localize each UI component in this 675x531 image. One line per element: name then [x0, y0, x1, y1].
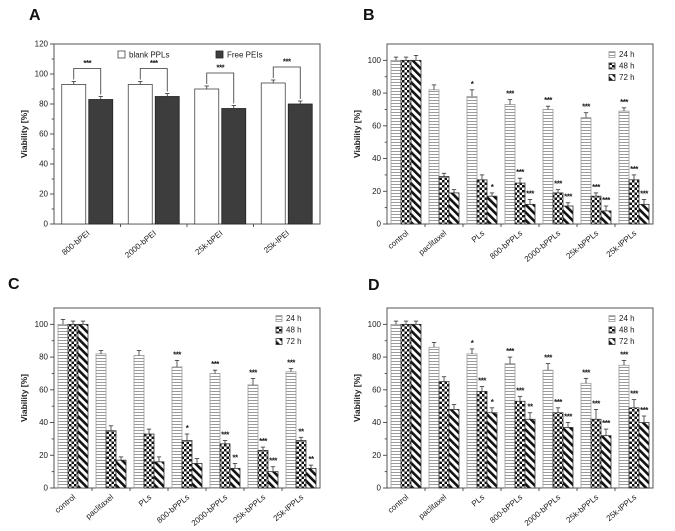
y-tick-label: 60: [372, 121, 381, 131]
panel-d-chart: [347, 284, 675, 529]
panel-d: [347, 268, 675, 531]
y-tick-label: 0: [43, 219, 48, 229]
y-tick-label: 20: [39, 450, 48, 460]
x-tick-label: 25k-lPPLs: [271, 492, 306, 523]
significance-marker: ***: [516, 168, 524, 178]
y-tick-label: 80: [372, 88, 381, 98]
y-tick-label: 100: [34, 319, 48, 329]
significance-marker: ***: [592, 182, 600, 192]
x-tick-label: PLs: [136, 492, 154, 509]
panel-b-chart: [347, 20, 675, 265]
significance-marker: ***: [544, 353, 552, 363]
legend-swatch: [609, 52, 615, 58]
y-tick-label: 40: [372, 154, 381, 164]
significance-marker: **: [298, 427, 304, 437]
bar: [553, 193, 563, 224]
legend-label: 48 h: [619, 325, 635, 335]
bar: [62, 85, 86, 225]
legend-swatch: [118, 51, 125, 58]
significance-marker: ***: [287, 358, 295, 368]
panel-c: [8, 268, 346, 531]
bar: [487, 196, 497, 224]
legend-label: blank PPLs: [129, 50, 170, 60]
bar: [563, 206, 573, 224]
chart-D: [352, 308, 653, 528]
x-tick-label: 25k-bPPLs: [564, 492, 601, 525]
bar: [210, 373, 220, 488]
x-tick-label: 25k-lPEI: [262, 228, 292, 255]
bar: [515, 401, 525, 488]
y-tick-label: 60: [39, 385, 48, 395]
x-tick-label: 25k-bPPLs: [231, 492, 268, 525]
significance-marker: ***: [554, 179, 562, 189]
y-tick-label: 40: [39, 418, 48, 428]
significance-marker: ***: [149, 59, 158, 68]
y-axis-label: Viability [%]: [19, 109, 29, 159]
bar: [525, 204, 535, 224]
bar: [553, 413, 563, 488]
bar: [639, 204, 649, 224]
significance-marker: ***: [544, 96, 552, 106]
x-tick-label: PLs: [469, 228, 487, 245]
bar: [563, 427, 573, 488]
bar: [401, 60, 411, 224]
bar: [128, 85, 152, 225]
x-tick-label: control: [386, 492, 411, 515]
legend-swatch: [216, 51, 223, 58]
significance-marker: ***: [602, 419, 610, 429]
bar: [391, 60, 401, 224]
significance-marker: *: [470, 338, 474, 348]
bar: [261, 83, 285, 224]
bar: [477, 180, 487, 224]
y-axis-label: Viability [%]: [352, 373, 362, 423]
bar: [134, 355, 144, 488]
x-tick-label: 25k-bPPLs: [564, 228, 601, 261]
bar: [268, 472, 278, 488]
significance-marker: ***: [640, 406, 648, 415]
x-tick-label: 800-bPPLs: [488, 228, 525, 261]
bar: [89, 100, 113, 225]
significance-marker: ***: [516, 386, 524, 396]
bar: [182, 441, 192, 488]
bar: [629, 180, 639, 224]
y-tick-label: 0: [43, 483, 48, 493]
bar: [525, 419, 535, 488]
legend-swatch: [609, 75, 615, 81]
bar: [429, 347, 439, 488]
bar: [581, 383, 591, 488]
x-tick-label: 25k-bPEI: [193, 228, 225, 257]
legend-label: 48 h: [286, 325, 302, 335]
significance-marker: **: [308, 455, 314, 465]
y-tick-label: 0: [376, 483, 381, 493]
y-tick-label: 80: [372, 352, 381, 362]
bar: [591, 196, 601, 224]
legend-swatch: [609, 316, 615, 322]
legend-label: 48 h: [619, 61, 635, 71]
bar: [439, 177, 449, 224]
significance-marker: ***: [630, 389, 638, 399]
x-tick-label: PLs: [469, 492, 487, 509]
x-tick-label: 800-bPPLs: [155, 492, 192, 525]
bar: [106, 431, 116, 488]
bar: [449, 193, 459, 224]
bar: [68, 324, 78, 488]
x-tick-label: 800-bPEI: [60, 228, 92, 257]
legend-label: 24 h: [286, 314, 302, 323]
bar: [154, 462, 164, 488]
legend-swatch: [276, 339, 282, 345]
bar: [543, 109, 553, 224]
significance-marker: ***: [211, 360, 219, 370]
legend-swatch: [609, 63, 615, 69]
bar: [449, 409, 459, 488]
y-tick-label: 80: [39, 99, 48, 109]
bar: [230, 468, 240, 488]
significance-marker: ***: [564, 412, 572, 422]
chart-B: [352, 44, 653, 264]
y-tick-label: 100: [367, 319, 381, 329]
bar: [296, 441, 306, 488]
legend: [118, 51, 263, 60]
y-tick-label: 60: [39, 129, 48, 139]
significance-marker: ***: [630, 164, 638, 174]
significance-marker: *: [490, 397, 494, 407]
bar: [286, 372, 296, 488]
bar: [543, 370, 553, 488]
panel-c-letter: C: [8, 276, 20, 293]
significance-marker: ***: [582, 102, 590, 112]
legend: [609, 50, 635, 82]
x-tick-label: paclitaxel: [416, 228, 449, 257]
bar: [591, 419, 601, 488]
panel-a-letter: A: [29, 7, 41, 24]
bar: [467, 96, 477, 224]
significance-marker: ***: [83, 59, 92, 68]
bar: [96, 354, 106, 488]
bar: [601, 436, 611, 488]
bar: [487, 413, 497, 488]
bar: [258, 450, 268, 488]
bar: [220, 444, 230, 488]
bar: [411, 60, 421, 224]
significance-marker: ***: [221, 430, 229, 440]
legend: [276, 314, 302, 346]
significance-marker: ***: [216, 63, 225, 73]
x-tick-label: 25k-lPPLs: [604, 492, 639, 523]
x-tick-label: 800-bPPLs: [488, 492, 525, 525]
bar: [505, 364, 515, 488]
bar: [601, 211, 611, 224]
legend-label: Free PEIs: [227, 50, 263, 60]
legend-label: 72 h: [286, 337, 302, 346]
bar: [192, 463, 202, 488]
x-tick-label: 25k-lPPLs: [604, 228, 639, 259]
y-tick-label: 40: [39, 159, 48, 169]
bar: [144, 434, 154, 488]
y-tick-label: 100: [34, 69, 48, 79]
bar: [629, 408, 639, 488]
bar: [429, 90, 439, 224]
significance-marker: ***: [249, 368, 257, 378]
significance-marker: ***: [173, 350, 181, 360]
bar: [515, 183, 525, 224]
bar: [619, 111, 629, 224]
bar: [639, 423, 649, 488]
legend-swatch: [276, 327, 282, 333]
significance-marker: ***: [602, 196, 610, 205]
y-tick-label: 60: [372, 385, 381, 395]
bar: [222, 109, 246, 225]
y-tick-label: 20: [372, 186, 381, 196]
significance-marker: *: [490, 182, 494, 192]
x-tick-label: control: [53, 492, 78, 515]
significance-marker: ***: [506, 347, 514, 357]
bar: [155, 97, 179, 225]
significance-marker: ***: [592, 399, 600, 409]
significance-marker: ***: [620, 97, 628, 107]
y-tick-label: 40: [372, 418, 381, 428]
x-tick-label: 2000-bPEI: [123, 228, 159, 260]
significance-marker: ***: [282, 57, 291, 67]
panel-d-letter: D: [368, 277, 380, 294]
x-tick-label: control: [386, 228, 411, 251]
significance-marker: **: [527, 402, 533, 412]
bar: [401, 324, 411, 488]
bar: [619, 365, 629, 488]
x-tick-label: paclitaxel: [416, 492, 449, 521]
bar: [477, 391, 487, 488]
significance-marker: ***: [506, 89, 514, 99]
y-tick-label: 20: [372, 450, 381, 460]
significance-marker: ***: [582, 368, 590, 378]
legend-swatch: [609, 327, 615, 333]
significance-marker: ***: [526, 189, 534, 199]
bar: [391, 324, 401, 488]
bar: [116, 460, 126, 488]
bar: [78, 324, 88, 488]
y-tick-label: 80: [39, 352, 48, 362]
panel-c-chart: [14, 284, 346, 529]
bar: [248, 385, 258, 488]
significance-marker: ***: [640, 189, 648, 199]
x-tick-label: paclitaxel: [83, 492, 116, 521]
chart-C: [19, 308, 320, 528]
bar: [505, 105, 515, 224]
legend-label: 24 h: [619, 314, 635, 323]
bar: [58, 324, 68, 488]
legend: [609, 314, 635, 346]
bar: [411, 324, 421, 488]
panel-a: [14, 4, 346, 267]
legend-label: 72 h: [619, 73, 635, 82]
bar: [288, 104, 312, 224]
panel-b-letter: B: [363, 7, 375, 24]
bar: [467, 354, 477, 488]
significance-marker: ***: [564, 192, 572, 202]
significance-marker: *: [185, 424, 189, 433]
y-axis-label: Viability [%]: [19, 373, 29, 423]
chart-A: [19, 40, 320, 260]
x-tick-label: 2000-bPPLs: [189, 492, 230, 528]
significance-marker: *: [470, 79, 474, 89]
legend-swatch: [276, 316, 282, 322]
significance-marker: ***: [259, 437, 267, 447]
x-tick-label: 2000-bPPLs: [522, 492, 563, 528]
y-tick-label: 100: [367, 55, 381, 65]
y-axis-label: Viability [%]: [352, 109, 362, 159]
bar: [581, 118, 591, 224]
y-tick-label: 20: [39, 189, 48, 199]
legend-label: 72 h: [619, 337, 635, 346]
bar: [195, 89, 219, 224]
y-tick-label: 0: [376, 219, 381, 229]
significance-marker: ***: [478, 376, 486, 386]
y-tick-label: 120: [34, 39, 48, 49]
panel-b: [347, 4, 675, 267]
x-tick-label: 2000-bPPLs: [522, 228, 563, 264]
legend-swatch: [609, 339, 615, 345]
legend-label: 24 h: [619, 50, 635, 59]
bar: [172, 367, 182, 488]
significance-marker: ***: [554, 397, 562, 407]
significance-marker: ***: [620, 350, 628, 360]
panel-a-chart: [14, 20, 346, 265]
significance-marker: ***: [269, 456, 277, 466]
bar: [439, 382, 449, 488]
bar: [306, 468, 316, 488]
significance-marker: **: [232, 453, 238, 463]
